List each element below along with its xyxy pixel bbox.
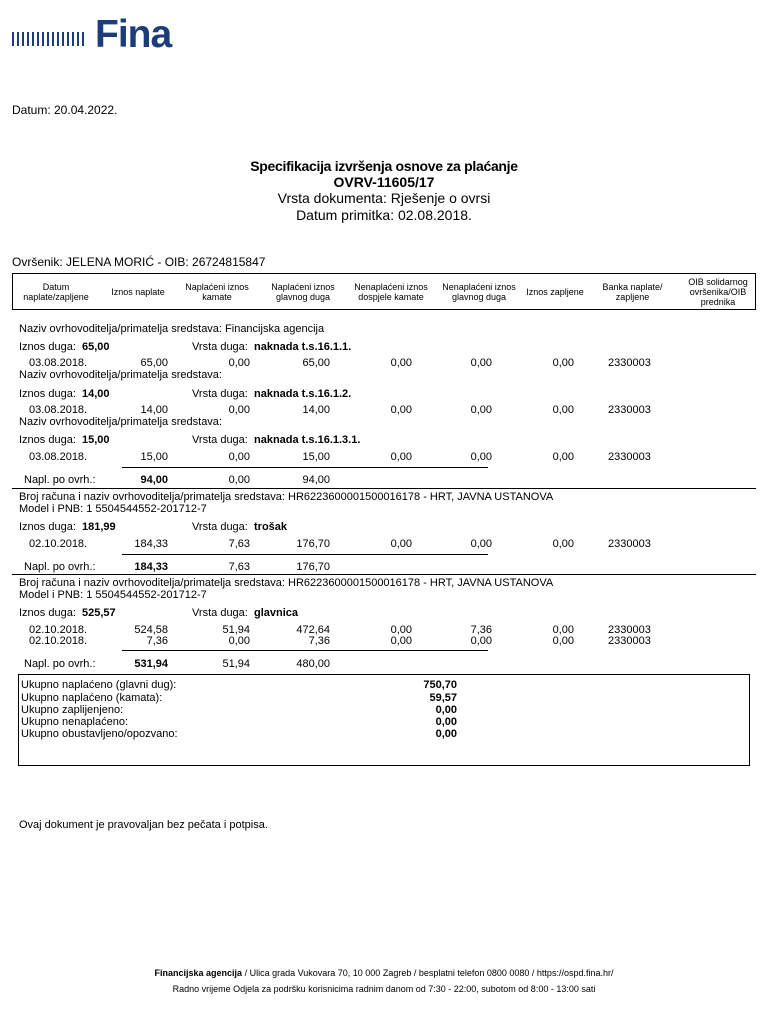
col-header: Nenaplaćeni iznos dospjele kamate [354, 281, 428, 302]
cell-interest: 51,94 [222, 624, 250, 636]
summary-value: 59,57 [429, 692, 457, 704]
subtotal-amount: 184,33 [134, 561, 168, 573]
debt-type-label: Vrsta duga: [192, 434, 248, 446]
summary-label: Ukupno naplaćeno (kamata): [21, 692, 163, 704]
cell-unpaid-principal: 0,00 [470, 357, 492, 369]
model-pnb: Model i PNB: 1 5504544552-201712-7 [19, 589, 207, 601]
debt-amount: 525,57 [82, 607, 116, 619]
debt-amount-label: Iznos duga: [19, 607, 76, 619]
cell-unpaid-principal: 0,00 [470, 538, 492, 550]
debt-type: trošak [254, 521, 288, 533]
creditor-line: Broj računa i naziv ovrhovoditelja/primatelja sredstava: HR6223600001500016178 - HRT, JAVNA USTANOVA [19, 491, 554, 503]
cell-seizure: 0,00 [552, 404, 574, 416]
debtor-line: Ovršenik: JELENA MORIĆ - OIB: 26724815847 [12, 255, 266, 269]
validity-note: Ovaj dokument je pravovaljan bez pečata i potpisa. [19, 819, 268, 831]
debt-amount-label: Iznos duga: [19, 434, 76, 446]
creditor-line: Naziv ovrhovoditelja/primatelja sredstava: [19, 369, 222, 381]
subtotal-interest: 0,00 [228, 474, 250, 486]
summary-label: Ukupno zaplijenjeno: [21, 704, 124, 716]
debt-type-label: Vrsta duga: [192, 607, 248, 619]
summary-value: 0,00 [435, 704, 457, 716]
creditor-line: Broj računa i naziv ovrhovoditelja/primatelja sredstava: HR6223600001500016178 - HRT, JAVNA USTANOVA [19, 577, 554, 589]
doc-title: Specifikacija izvršenja osnove za plaćanje [250, 158, 518, 174]
subtotal-interest: 51,94 [222, 658, 250, 670]
cell-principal: 472,64 [296, 624, 330, 636]
subtotal-divider [122, 467, 488, 468]
col-header: Iznos naplate [111, 286, 165, 297]
cell-interest: 0,00 [228, 451, 250, 463]
cell-amount: 7,36 [146, 635, 168, 647]
cell-interest: 7,63 [228, 538, 250, 550]
cell-principal: 65,00 [302, 357, 330, 369]
debt-amount-label: Iznos duga: [19, 341, 76, 353]
subtotal-label: Napl. po ovrh.: [24, 658, 96, 670]
summary-label: Ukupno nenaplaćeno: [21, 716, 129, 728]
cell-unpaid-principal: 0,00 [470, 635, 492, 647]
subtotal-interest: 7,63 [228, 561, 250, 573]
received-date: Datum primitka: 02.08.2018. [296, 207, 472, 223]
cell-interest: 0,00 [228, 357, 250, 369]
cell-amount: 65,00 [140, 357, 168, 369]
col-header: Nenaplaćeni iznos glavnog duga [442, 281, 516, 302]
cell-date: 03.08.2018. [29, 357, 88, 369]
creditor-line: Naziv ovrhovoditelja/primatelja sredstava: Financijska agencija [19, 323, 325, 335]
table-header [12, 273, 756, 310]
cell-bank: 2330003 [608, 357, 651, 369]
col-header: Datum naplate/zapljene [23, 281, 89, 302]
document-type: Vrsta dokumenta: Rješenje o ovrsi [277, 190, 491, 206]
debt-amount: 15,00 [82, 434, 110, 446]
group-divider [12, 488, 756, 489]
cell-bank: 2330003 [608, 451, 651, 463]
cell-date: 03.08.2018. [29, 404, 88, 416]
subtotal-principal: 176,70 [296, 561, 330, 573]
debt-type-label: Vrsta duga: [192, 521, 248, 533]
summary-label: Ukupno obustavljeno/opozvano: [21, 728, 178, 740]
group-divider [12, 574, 756, 575]
cell-unpaid-interest: 0,00 [390, 357, 412, 369]
cell-unpaid-interest: 0,00 [390, 635, 412, 647]
footer-hours: Radno vrijeme Odjela za podršku korisnicima radnim danom od 7:30 - 22:00, subotom od 8:00 - 13:00 sati [172, 984, 596, 994]
debt-amount: 181,99 [82, 521, 116, 533]
cell-principal: 176,70 [296, 538, 330, 550]
logo-wordmark: Fina [95, 13, 172, 56]
cell-amount: 524,58 [134, 624, 168, 636]
cell-principal: 14,00 [302, 404, 330, 416]
debt-type-label: Vrsta duga: [192, 388, 248, 400]
debt-amount: 65,00 [82, 341, 110, 353]
debt-type: naknada t.s.16.1.3.1. [254, 434, 361, 446]
cell-interest: 0,00 [228, 404, 250, 416]
subtotal-label: Napl. po ovrh.: [24, 561, 96, 573]
subtotal-principal: 94,00 [302, 474, 330, 486]
cell-amount: 184,33 [134, 538, 168, 550]
case-number: OVRV-11605/17 [333, 174, 435, 190]
cell-seizure: 0,00 [552, 357, 574, 369]
cell-unpaid-interest: 0,00 [390, 451, 412, 463]
cell-amount: 14,00 [140, 404, 168, 416]
cell-principal: 7,36 [308, 635, 330, 647]
footer-address [0, 968, 768, 978]
cell-unpaid-principal: 0,00 [470, 404, 492, 416]
subtotal-amount: 94,00 [140, 474, 168, 486]
debt-type-label: Vrsta duga: [192, 341, 248, 353]
cell-unpaid-interest: 0,00 [390, 624, 412, 636]
summary-value: 0,00 [435, 728, 457, 740]
cell-date: 02.10.2018. [29, 635, 88, 647]
debt-amount: 14,00 [82, 388, 110, 400]
cell-unpaid-principal: 7,36 [470, 624, 492, 636]
cell-seizure: 0,00 [552, 635, 574, 647]
debt-type: naknada t.s.16.1.1. [254, 341, 352, 353]
summary-value: 0,00 [435, 716, 457, 728]
creditor-line: Naziv ovrhovoditelja/primatelja sredstava: [19, 416, 222, 428]
col-header: Banka naplate/ zapljene [602, 281, 663, 302]
cell-bank: 2330003 [608, 404, 651, 416]
col-header: Naplaćeni iznos glavnog duga [271, 281, 335, 302]
subtotal-divider [122, 554, 488, 555]
fina-logo [12, 12, 182, 56]
summary-value: 750,70 [423, 679, 457, 691]
model-pnb: Model i PNB: 1 5504544552-201712-7 [19, 503, 207, 515]
cell-bank: 2330003 [608, 635, 651, 647]
debt-amount-label: Iznos duga: [19, 388, 76, 400]
logo-bars-icon [12, 12, 92, 48]
footer-address-text: / Ulica grada Vukovara 70, 10 000 Zagreb / besplatni telefon 0800 0080 / https://ospd.fina.hr/ [242, 968, 614, 978]
cell-seizure: 0,00 [552, 624, 574, 636]
cell-bank: 2330003 [608, 538, 651, 550]
subtotal-label: Napl. po ovrh.: [24, 474, 96, 486]
subtotal-principal: 480,00 [296, 658, 330, 670]
debt-type: naknada t.s.16.1.2. [254, 388, 352, 400]
summary-label: Ukupno naplaćeno (glavni dug): [21, 679, 177, 691]
document-date: Datum: 20.04.2022. [12, 103, 118, 117]
cell-interest: 0,00 [228, 635, 250, 647]
summary-box [18, 674, 750, 766]
cell-unpaid-principal: 0,00 [470, 451, 492, 463]
cell-unpaid-interest: 0,00 [390, 404, 412, 416]
col-header: Iznos zapljene [526, 286, 584, 297]
col-header: Naplaćeni iznos kamate [185, 281, 249, 302]
subtotal-amount: 531,94 [134, 658, 168, 670]
cell-seizure: 0,00 [552, 451, 574, 463]
subtotal-divider [122, 650, 488, 651]
cell-seizure: 0,00 [552, 538, 574, 550]
cell-amount: 15,00 [140, 451, 168, 463]
cell-unpaid-interest: 0,00 [390, 538, 412, 550]
cell-date: 02.10.2018. [29, 624, 88, 636]
debt-type: glavnica [254, 607, 299, 619]
footer-org: Financijska agencija [154, 968, 243, 978]
cell-date: 03.08.2018. [29, 451, 88, 463]
col-header: OIB solidarnog ovršenika/OIB prednika [688, 276, 748, 307]
cell-date: 02.10.2018. [29, 538, 88, 550]
debt-amount-label: Iznos duga: [19, 521, 76, 533]
cell-principal: 15,00 [302, 451, 330, 463]
cell-bank: 2330003 [608, 624, 651, 636]
